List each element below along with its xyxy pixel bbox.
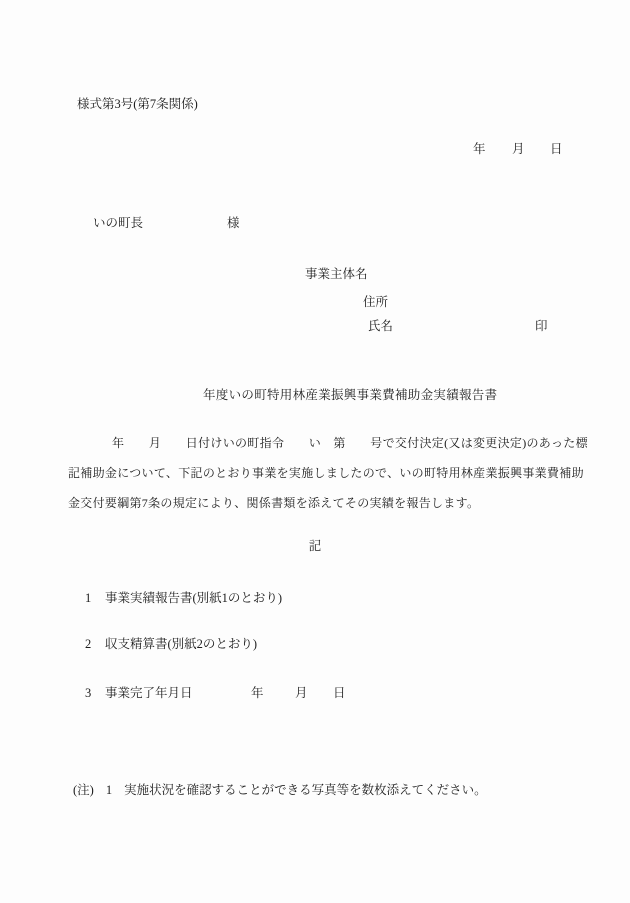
attachment-item-2 [85, 637, 257, 653]
record-heading: 記 [308, 539, 322, 553]
body-paragraph-line-1: 年 月 日付けいの町指令 い 第 号で交付決定(又は変更決定)のあった標 [112, 436, 588, 450]
note-number: 1 [105, 783, 113, 797]
addressee-honorific: 様 [227, 216, 240, 230]
document-title: 年度いの町特用林産業振興事業費補助金実績報告書 [203, 388, 498, 402]
body-paragraph-line-2: 記補助金について、下記のとおり事業を実施しましたので、いの町特用林産業振興事業費補助 [68, 466, 584, 480]
note-prefix: (注) [73, 783, 94, 797]
item-2-number: 2 [85, 637, 92, 651]
completion-date-year-label: 年 [251, 686, 264, 700]
note-line [73, 783, 487, 799]
attachment-item-1 [85, 591, 282, 607]
note-text: 実施状況を確認することができる写真等を数枚添えてください。 [124, 783, 487, 797]
issue-date-month-label: 月 [512, 142, 525, 156]
form-number: 様式第3号(第7条関係) [77, 97, 198, 111]
addressee-title: いの町長 [93, 216, 144, 230]
item-3-number: 3 [85, 686, 92, 700]
item-2-text: 収支精算書(別紙2のとおり) [105, 637, 258, 651]
completion-date-month-label: 月 [295, 686, 308, 700]
applicant-entity-label: 事業主体名 [305, 267, 368, 281]
item-3-text: 事業完了年月日 [105, 686, 193, 700]
attachment-item-3 [85, 686, 193, 702]
completion-date-day-label: 日 [333, 686, 346, 700]
applicant-name-label: 氏名 [368, 319, 394, 333]
issue-date-day-label: 日 [550, 142, 563, 156]
applicant-address-label: 住所 [363, 295, 389, 309]
item-1-number: 1 [85, 591, 92, 605]
item-1-text: 事業実績報告書(別紙1のとおり) [105, 591, 283, 605]
body-paragraph-line-3: 金交付要綱第7条の規定により、関係書類を添えてその実績を報告します。 [68, 496, 480, 510]
seal-mark: 印 [535, 319, 548, 333]
issue-date-year-label: 年 [473, 142, 486, 156]
